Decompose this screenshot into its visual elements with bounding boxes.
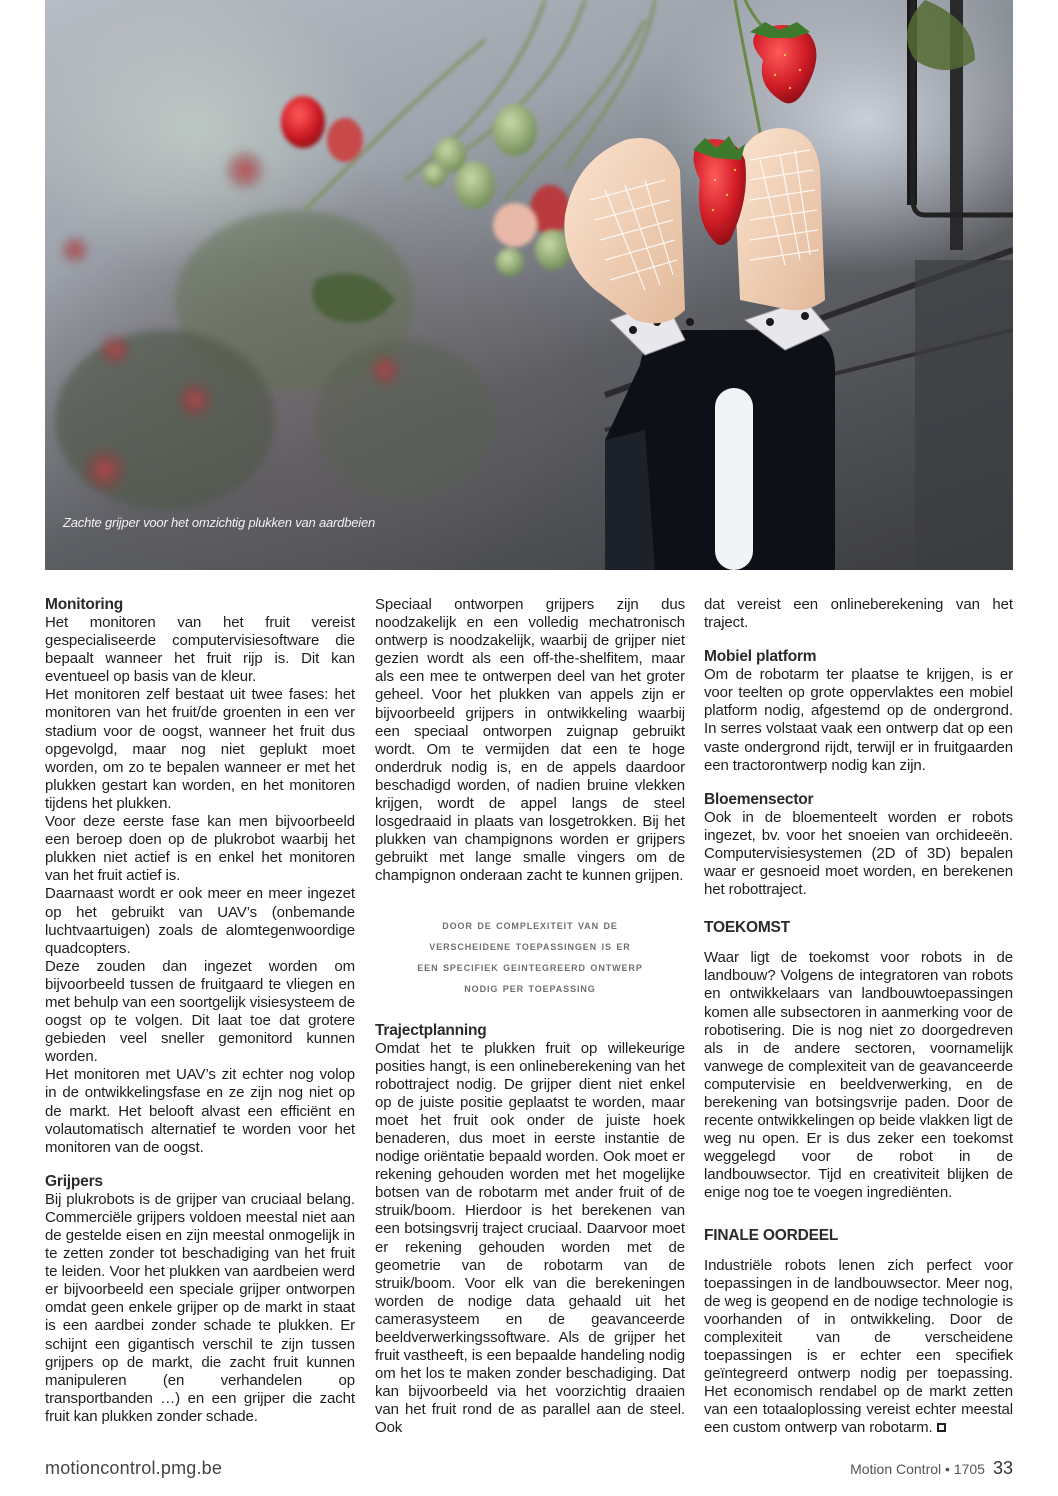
paragraph: Ook in de bloementeelt worden er robots ingezet, bv. voor het snoeien van orchideeën. Computervisiesystemen (2D of 3D) bepalen waar er gesnoeid moet worden, en berekenen het robottraject. [704,808,1013,899]
section-heading-monitoring: Monitoring [45,596,124,613]
column-2 [375,596,685,1438]
section-heading-finale-oordeel: FINALE OORDEEL [704,1226,839,1244]
paragraph: Speciaal ontworpen grijpers zijn dus noodzakelijk en een volledig mechatronisch ontwerp is noodzakelijk, waarbij de grijper niet gezien wordt als een off-the-shelfitem, maar als een mee te ontwerpen deel van het groter geheel. Voor het plukken van appels zijn er bijvoorbeeld grijpers in ontwikkeling waarbij een speciaal ontworpen zuignap gebruikt wordt. Om te vermijden dat een te hoge onderdruk nodig is, en de appels daardoor beschadigd worden, of nadien bruine vlekken krijgen, wordt de appel langs de steel losgedraaid in plaats van losgetrokken. Bij het plukken van champignons worden er grijpers gebruikt met lange smalle vingers om de champignon onderaan zacht te kunnen grijpen. [375,596,685,885]
section-heading-toekomst: TOEKOMST [704,919,790,937]
paragraph: Deze zouden dan ingezet worden om bijvoorbeeld tussen de fruitgaard te vliegen en met behulp van een soortgelijk visiesysteem de oogst op te volgen. Dit laat toe dat grotere gebieden veel sneller gemonitord kunnen worden. [45,957,355,1066]
section-heading-bloemensector: Bloemensector [704,790,814,808]
page-number: 33 [992,1458,1013,1478]
paragraph: dat vereist een onlineberekening van het traject. [704,596,1013,632]
hero-photo [45,0,1013,570]
pull-quote-line: door de complexiteit van de [442,916,618,932]
paragraph: Daarnaast wordt er ook meer en meer ingezet op het gebruikt van UAV’s (onbemande luchtvaartuigen) zoals de alomtegenwoordige quadcopters. [45,885,355,957]
paragraph: Om de robotarm ter plaatse te krijgen, is er voor teelten op grote oppervlaktes een mobiel platform nodig, afgestemd op de ondergrond. In serres volstaat vaak een ontwerp dat op een vaste ondergrond rijdt, terwijl er in fruitgaarden een tractorontwerp nodig kan zijn. [704,666,1013,774]
pull-quote [383,914,677,998]
finale-text: Industriële robots lenen zich perfect voor toepassingen in de landbouwsector. Meer nog, de weg is geopend en de nodige technologie is voorhanden of in ontwikkeling. Door de complexiteit van de verscheidene toepassingen is er echter een specifiek geïntegreerd ontwerp nodig per toepassing. Het economisch rendabel op de markt zetten van een totaaloplossing vereist echter meestal een custom ontwerp van robotarm. [704,1256,1013,1437]
section-heading-mobiel-platform: Mobiel platform [704,648,817,666]
magazine-issue: Motion Control • 1705 [850,1461,985,1477]
paragraph: Bij plukrobots is de grijper van cruciaal belang. Commerciële grijpers voldoen meestal niet aan de gestelde eisen en zijn meestal onmogelijk in te zetten zonder tot beschadiging van het fruit te leiden. Voor het plukken van aardbeien werd er bijvoorbeeld een speciale grijper ontworpen omdat geen enkele grijper op de markt in staat is een aardbei zonder schade te plukken. Er schijnt een gigantisch verschil te zijn tussen grijpers op de markt, die zacht fruit kunnen manipuleren (en verhandelen op transportbanden …) en een grijper die zacht fruit kan plukken zonder schade. [45,1190,355,1425]
paragraph: Het monitoren zelf bestaat uit twee fases: het monitoren van het fruit/de groenten in een ver stadium voor de oogst, wanneer het fruit dus opgevolgd, maar nog niet geplukt moet worden, om zo te bepalen wanneer er met het plukken gestart kan worden, en het monitoren tijdens het plukken. [45,686,355,812]
photo-caption: Zachte grijper voor het omzichtig plukken van aardbeien [63,515,376,530]
section-heading-grijpers: Grijpers [45,1172,103,1190]
footer-page-info [850,1458,1013,1479]
paragraph: Voor deze eerste fase kan men bijvoorbeeld een beroep doen op de plukrobot waarbij het plukken niet actief is en enkel het monitoren van het fruit actief is. [45,813,355,885]
pull-quote-line: verscheidene toepassingen is er [429,937,631,953]
paragraph: Het monitoren van het fruit vereist gespecialiseerde computervisiesoftware die bepaalt wanneer het fruit rijp is. Dit kan eventueel op basis van de kleur. [45,614,355,686]
end-of-article-icon [937,1423,946,1432]
footer-website-link[interactable]: motioncontrol.pmg.be [45,1458,223,1478]
paragraph: Het monitoren met UAV’s zit echter nog volop in de ontwikkelingsfase en ze zijn nog niet op de markt. Het belooft alvast een efficiënt en volautomatisch alternatief te worden voor het monitoren van de oogst. [45,1066,355,1156]
paragraph [704,1257,1013,1438]
paragraph: Omdat het te plukken fruit op willekeurige posities hangt, is een onlineberekening van het robottraject nodig. De grijper dient niet enkel op de juiste positie geplaatst te worden, maar moet het fruit ook onder de juiste hoek benaderen, dus moet in eerste instantie de nodige oriëntatie bepaald worden. Ook moet er rekening gehouden worden met het mogelijke botsen van de robotarm met ander fruit of de struik/boom. Hierdoor is het berekenen van een botsingsvrij traject cruciaal. Daarvoor moet er rekening gehouden worden met de geometrie van de robotarm van de struik/boom. Voor elk van die berekeningen worden de nodige data gehaald uit het camerasysteem en de geavanceerde beeldverwerkingssoftware. Als de grijper het fruit vastheeft, is een bepaalde handeling nodig om het los te maken zonder beschadiging. Dat kan bijvoorbeeld via het voorzichtig draaien van het fruit rond de as parallel aan de steel. Ook [375,1039,685,1437]
strawberry-gripper-illustration [45,0,1013,570]
column-3 [704,596,1013,1437]
column-1 [45,596,355,1426]
section-heading-trajectplanning: Trajectplanning [375,1021,487,1039]
pull-quote-line: nodig per toepassing [464,979,596,995]
pull-quote-line: een specifiek geintegreerd ontwerp [417,958,643,974]
paragraph: Waar ligt de toekomst voor robots in de landbouw? Volgens de integratoren van robots en ontwikkelaars van landbouwtoepassingen komen alle subsectoren in aanmerking voor de robotisering. Die is nog niet zo doorgedreven als in de andere sectoren, voornamelijk vanwege de complexiteit van de geavanceerde computervisie en beeldverwerking, en de berekening van botsingsvrije paden. Door de recente ontwikkelingen op beide vlakken ligt de weg nu open. Er is dus zeker een toekomst weggelegd voor de robot in de landbouwsector. Tijd en creativiteit blijken de enige nog toe te voegen ingrediënten. [704,949,1013,1202]
